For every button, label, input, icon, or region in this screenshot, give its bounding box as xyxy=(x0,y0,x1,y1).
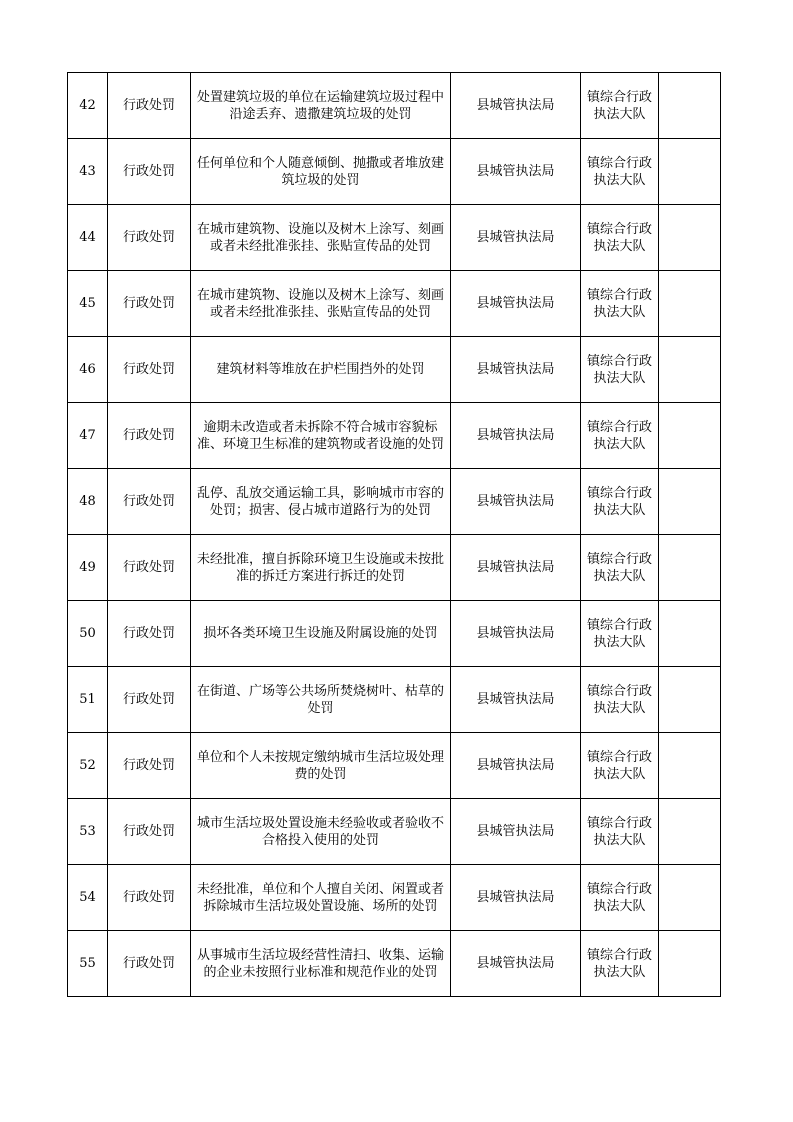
executing-unit: 镇综合行政执法大队 xyxy=(581,337,659,403)
power-item-name: 建筑材料等堆放在护栏围挡外的处罚 xyxy=(191,337,451,403)
remarks-cell xyxy=(659,337,721,403)
row-number: 43 xyxy=(68,139,108,205)
responsible-department: 县城管执法局 xyxy=(451,535,581,601)
row-number: 50 xyxy=(68,601,108,667)
executing-unit: 镇综合行政执法大队 xyxy=(581,601,659,667)
remarks-cell xyxy=(659,667,721,733)
remarks-cell xyxy=(659,403,721,469)
power-type: 行政处罚 xyxy=(108,601,191,667)
row-number: 52 xyxy=(68,733,108,799)
power-type: 行政处罚 xyxy=(108,403,191,469)
power-type: 行政处罚 xyxy=(108,271,191,337)
table-row xyxy=(68,403,721,469)
responsible-department: 县城管执法局 xyxy=(451,337,581,403)
power-type: 行政处罚 xyxy=(108,139,191,205)
row-number: 54 xyxy=(68,865,108,931)
table-row xyxy=(68,601,721,667)
executing-unit: 镇综合行政执法大队 xyxy=(581,205,659,271)
row-number: 53 xyxy=(68,799,108,865)
table-body xyxy=(68,73,721,997)
responsible-department: 县城管执法局 xyxy=(451,271,581,337)
table-row xyxy=(68,73,721,139)
remarks-cell xyxy=(659,139,721,205)
responsible-department: 县城管执法局 xyxy=(451,931,581,997)
table-row xyxy=(68,469,721,535)
executing-unit: 镇综合行政执法大队 xyxy=(581,865,659,931)
power-type: 行政处罚 xyxy=(108,799,191,865)
row-number: 46 xyxy=(68,337,108,403)
power-type: 行政处罚 xyxy=(108,865,191,931)
executing-unit: 镇综合行政执法大队 xyxy=(581,535,659,601)
power-type: 行政处罚 xyxy=(108,535,191,601)
table-row xyxy=(68,271,721,337)
row-number: 48 xyxy=(68,469,108,535)
responsible-department: 县城管执法局 xyxy=(451,403,581,469)
power-item-name: 城市生活垃圾处置设施未经验收或者验收不合格投入使用的处罚 xyxy=(191,799,451,865)
remarks-cell xyxy=(659,271,721,337)
table-row xyxy=(68,205,721,271)
remarks-cell xyxy=(659,73,721,139)
power-item-name: 未经批准，单位和个人擅自关闭、闲置或者拆除城市生活垃圾处置设施、场所的处罚 xyxy=(191,865,451,931)
power-item-name: 在街道、广场等公共场所焚烧树叶、枯草的处罚 xyxy=(191,667,451,733)
power-type: 行政处罚 xyxy=(108,469,191,535)
executing-unit: 镇综合行政执法大队 xyxy=(581,931,659,997)
remarks-cell xyxy=(659,733,721,799)
executing-unit: 镇综合行政执法大队 xyxy=(581,139,659,205)
row-number: 47 xyxy=(68,403,108,469)
power-item-name: 逾期未改造或者未拆除不符合城市容貌标准、环境卫生标准的建筑物或者设施的处罚 xyxy=(191,403,451,469)
responsible-department: 县城管执法局 xyxy=(451,205,581,271)
responsible-department: 县城管执法局 xyxy=(451,667,581,733)
power-type: 行政处罚 xyxy=(108,667,191,733)
power-item-name: 在城市建筑物、设施以及树木上涂写、刻画或者未经批准张挂、张贴宣传品的处罚 xyxy=(191,205,451,271)
remarks-cell xyxy=(659,469,721,535)
executing-unit: 镇综合行政执法大队 xyxy=(581,733,659,799)
table-row xyxy=(68,733,721,799)
executing-unit: 镇综合行政执法大队 xyxy=(581,469,659,535)
row-number: 49 xyxy=(68,535,108,601)
power-item-name: 损坏各类环境卫生设施及附属设施的处罚 xyxy=(191,601,451,667)
power-item-name: 处置建筑垃圾的单位在运输建筑垃圾过程中沿途丢弃、遗撒建筑垃圾的处罚 xyxy=(191,73,451,139)
row-number: 42 xyxy=(68,73,108,139)
executing-unit: 镇综合行政执法大队 xyxy=(581,667,659,733)
row-number: 55 xyxy=(68,931,108,997)
row-number: 44 xyxy=(68,205,108,271)
power-type: 行政处罚 xyxy=(108,337,191,403)
executing-unit: 镇综合行政执法大队 xyxy=(581,73,659,139)
power-type: 行政处罚 xyxy=(108,205,191,271)
remarks-cell xyxy=(659,865,721,931)
power-list-table xyxy=(67,72,721,997)
remarks-cell xyxy=(659,799,721,865)
responsible-department: 县城管执法局 xyxy=(451,469,581,535)
responsible-department: 县城管执法局 xyxy=(451,73,581,139)
power-type: 行政处罚 xyxy=(108,931,191,997)
table-row xyxy=(68,337,721,403)
row-number: 45 xyxy=(68,271,108,337)
remarks-cell xyxy=(659,601,721,667)
responsible-department: 县城管执法局 xyxy=(451,799,581,865)
remarks-cell xyxy=(659,205,721,271)
power-type: 行政处罚 xyxy=(108,733,191,799)
executing-unit: 镇综合行政执法大队 xyxy=(581,403,659,469)
remarks-cell xyxy=(659,535,721,601)
table-row xyxy=(68,799,721,865)
executing-unit: 镇综合行政执法大队 xyxy=(581,799,659,865)
power-item-name: 在城市建筑物、设施以及树木上涂写、刻画或者未经批准张挂、张贴宣传品的处罚 xyxy=(191,271,451,337)
power-item-name: 未经批准，擅自拆除环境卫生设施或未按批准的拆迁方案进行拆迁的处罚 xyxy=(191,535,451,601)
table-row xyxy=(68,931,721,997)
power-item-name: 乱停、乱放交通运输工具，影响城市市容的处罚；损害、侵占城市道路行为的处罚 xyxy=(191,469,451,535)
power-type: 行政处罚 xyxy=(108,73,191,139)
table-row xyxy=(68,535,721,601)
responsible-department: 县城管执法局 xyxy=(451,733,581,799)
responsible-department: 县城管执法局 xyxy=(451,865,581,931)
table-row xyxy=(68,139,721,205)
row-number: 51 xyxy=(68,667,108,733)
power-item-name: 单位和个人未按规定缴纳城市生活垃圾处理费的处罚 xyxy=(191,733,451,799)
responsible-department: 县城管执法局 xyxy=(451,139,581,205)
power-item-name: 任何单位和个人随意倾倒、抛撒或者堆放建筑垃圾的处罚 xyxy=(191,139,451,205)
table-row xyxy=(68,667,721,733)
responsible-department: 县城管执法局 xyxy=(451,601,581,667)
power-item-name: 从事城市生活垃圾经营性清扫、收集、运输的企业未按照行业标准和规范作业的处罚 xyxy=(191,931,451,997)
table-row xyxy=(68,865,721,931)
executing-unit: 镇综合行政执法大队 xyxy=(581,271,659,337)
remarks-cell xyxy=(659,931,721,997)
